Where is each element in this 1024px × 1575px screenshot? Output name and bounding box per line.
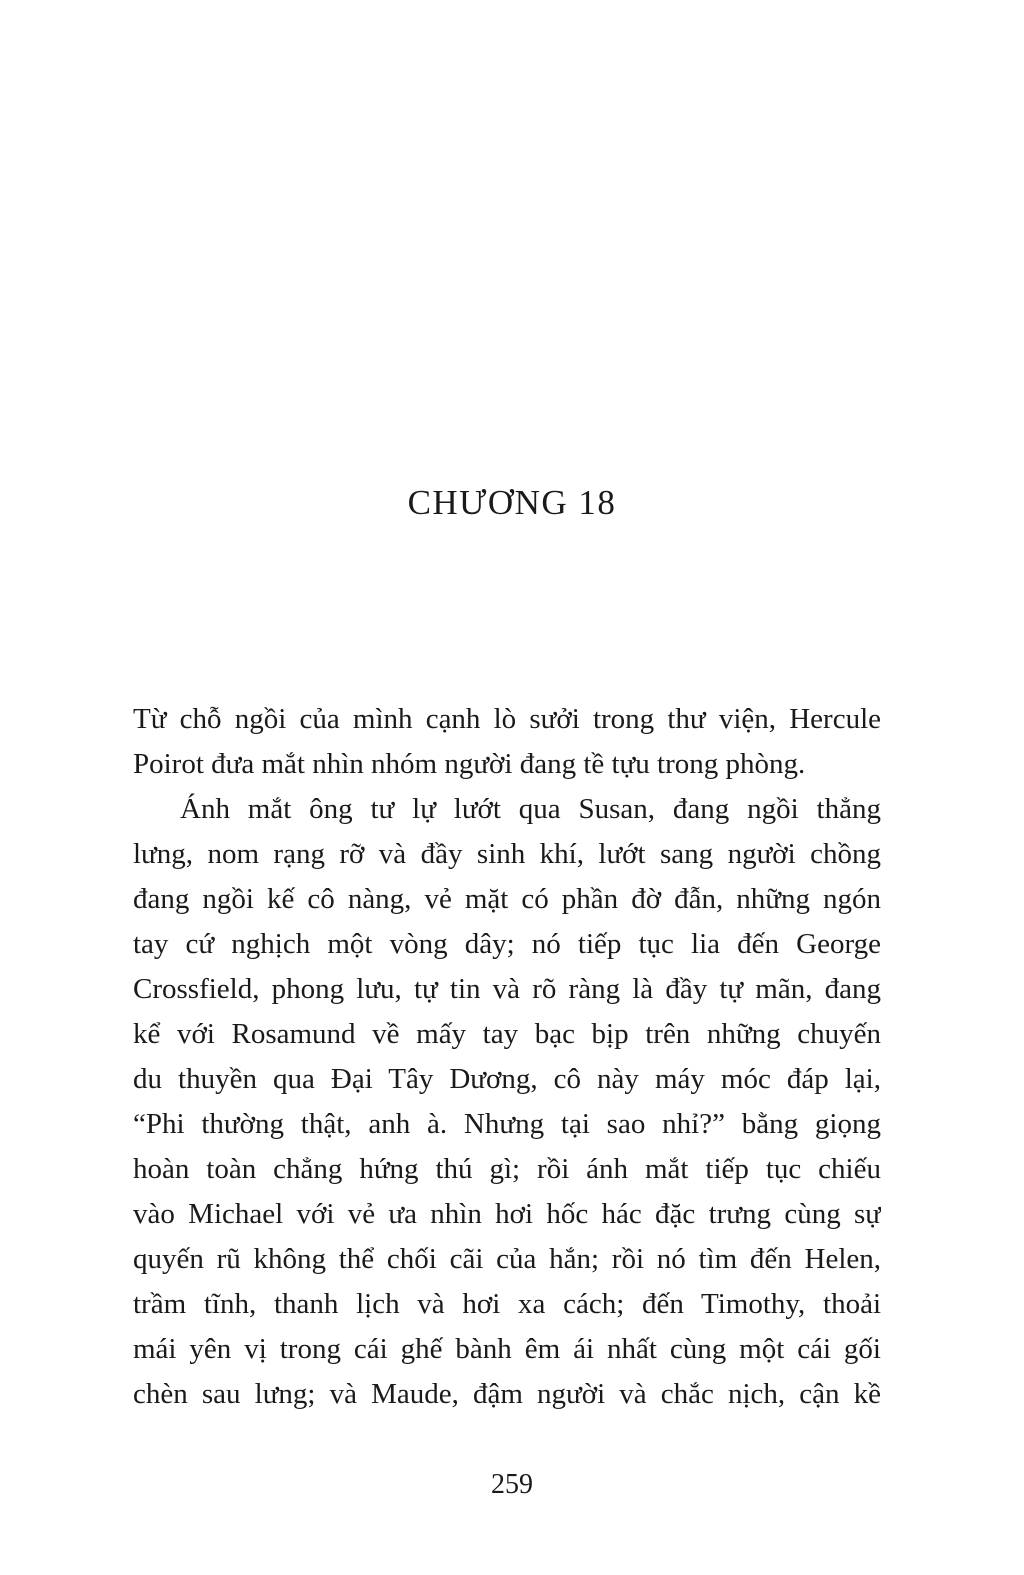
body-line-text: tay cứ nghịch một vòng dây; nó tiếp tục lia đến George (133, 928, 881, 960)
body-line-text: hoàn toàn chẳng hứng thú gì; rồi ánh mắt tiếp tục chiếu (133, 1153, 881, 1185)
body-line-text: kể với Rosamund về mấy tay bạc bịp trên những chuyến (133, 1018, 881, 1050)
body-line (133, 967, 881, 1012)
body-line (133, 1192, 881, 1237)
body-line (133, 1237, 881, 1282)
body-line (133, 1372, 881, 1417)
body-line-text: mái yên vị trong cái ghế bành êm ái nhất cùng một cái gối (133, 1333, 881, 1365)
chapter-heading: CHƯƠNG 18 (407, 483, 617, 522)
body-line (133, 1102, 881, 1147)
body-line-text: vào Michael với vẻ ưa nhìn hơi hốc hác đặc trưng cùng sự (133, 1198, 881, 1230)
body-line-text: “Phi thường thật, anh à. Nhưng tại sao nhỉ?” bằng giọng (133, 1108, 881, 1140)
body-text (133, 697, 881, 1417)
body-line-text: trầm tĩnh, thanh lịch và hơi xa cách; đến Timothy, thoải (133, 1288, 881, 1320)
body-line-text: đang ngồi kế cô nàng, vẻ mặt có phần đờ đẫn, những ngón (133, 883, 881, 915)
body-line-text: quyến rũ không thể chối cãi của hắn; rồi nó tìm đến Helen, (133, 1243, 881, 1275)
body-line (133, 787, 881, 832)
body-line-text: Poirot đưa mắt nhìn nhóm người đang tề tựu trong phòng. (133, 748, 806, 780)
body-line (133, 1147, 881, 1192)
body-line-text: Crossfield, phong lưu, tự tin và rõ ràng là đầy tự mãn, đang (133, 973, 881, 1005)
body-line (133, 1012, 881, 1057)
body-line (133, 1282, 881, 1327)
body-line (133, 922, 881, 967)
body-line-text: Từ chỗ ngồi của mình cạnh lò sưởi trong thư viện, Hercule (133, 703, 881, 735)
body-line (133, 742, 881, 787)
body-line (133, 697, 881, 742)
body-line (133, 1327, 881, 1372)
body-line (133, 877, 881, 922)
body-line (133, 1057, 881, 1102)
body-line-text: Ánh mắt ông tư lự lướt qua Susan, đang ngồi thẳng (180, 793, 881, 825)
body-line-text: du thuyền qua Đại Tây Dương, cô này máy móc đáp lại, (133, 1063, 881, 1095)
body-line-text: lưng, nom rạng rỡ và đầy sinh khí, lướt sang người chồng (133, 838, 881, 870)
body-line-text: chèn sau lưng; và Maude, đậm người và chắc nịch, cận kề (133, 1378, 881, 1410)
body-line (133, 832, 881, 877)
page-number: 259 (491, 1469, 533, 1500)
